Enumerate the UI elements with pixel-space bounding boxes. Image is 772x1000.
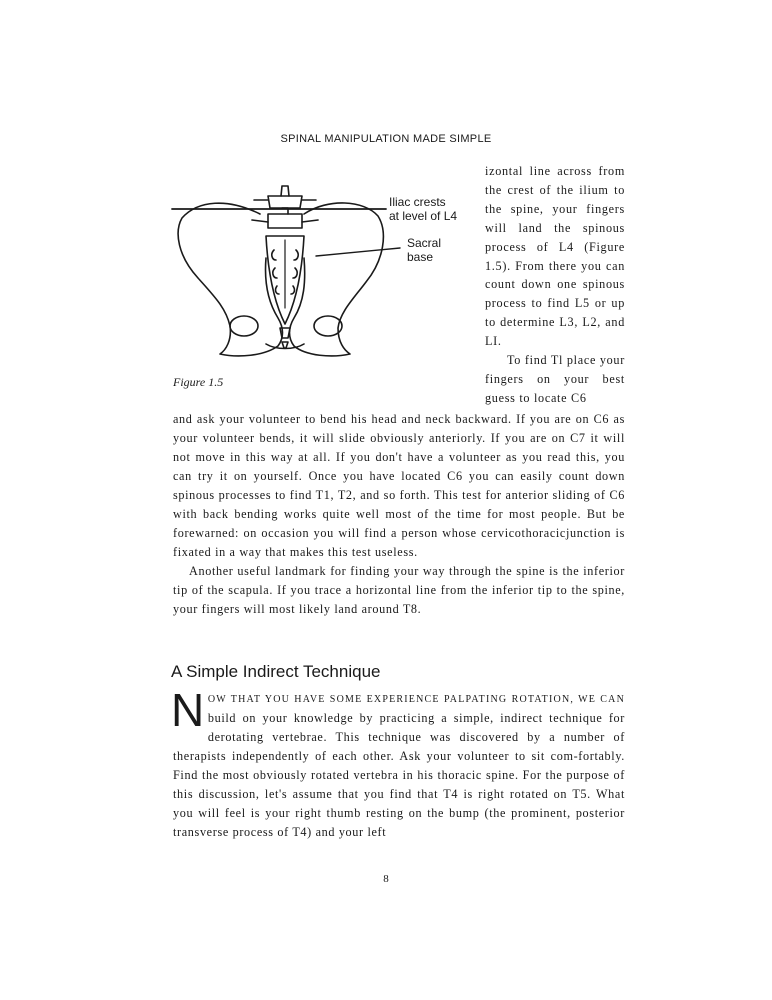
- sacral-label-line2: base: [407, 250, 434, 264]
- side-paragraph-1: izontal line across from the crest of the ilium to the spine, your fingers will land the spinous process of L4 (Figure 1.5). From there you can count down one spinous process to find L5 or up to determine L3, L2, and LI.: [485, 164, 625, 349]
- sacral-base-label: [407, 236, 441, 264]
- side-paragraph-2: To find Tl place your fingers on your best guess to locate C6: [485, 353, 625, 405]
- section-heading: A Simple Indirect Technique: [171, 662, 381, 681]
- body-text: [173, 410, 625, 619]
- iliac-label-line2: at level of L4: [389, 209, 458, 223]
- section-paragraph: [171, 684, 625, 842]
- side-column-text: [485, 162, 625, 408]
- iliac-label-line1: Iliac crests: [389, 195, 446, 209]
- running-head: SPINAL MANIPULATION MADE SIMPLE: [280, 133, 492, 145]
- pelvis-figure: [168, 178, 468, 363]
- body-paragraph-1: and ask your volunteer to bend his head and neck backward. If you are on C6 as your volunteer bends, it will slide obviously anteriorly. If you are on C7 it will not move in this way at all. If you don't have a volunteer as you read this, you can try it on yourself. Once you have located C6 you can easily count down spinous processes to find T1, T2, and so forth. This test for anterior sliding of C6 with back bending works quite well most of the time for most people. But be forewarned: on occasion you will find a person whose cervicothoracicjunction is fixated in a way that makes this test useless.: [173, 412, 625, 559]
- body-paragraph-2: Another useful landmark for finding your way through the spine is the inferior tip of the scapula. If you trace a horizontal line from the inferior tip to the spine, your fingers will most likely land around T8.: [173, 564, 625, 616]
- figure-caption: Figure 1.5: [173, 375, 224, 389]
- section-paragraph-text: build on your knowledge by practicing a simple, indirect technique for derotating vertebrae. This technique was discovered by a number of therapists independently of each other. Ask your volunteer to sit com-fortably. Find the most obviously rotated vertebra in his thoracic spine. For the purpose of this discussion, let's assume that you find that T4 is right rotated on T5. What you will feel is your right thumb resting on the bump (the prominent, posterior transverse process of T4) and your left: [173, 711, 625, 839]
- drop-cap: N: [171, 684, 205, 736]
- page-number: 8: [383, 873, 389, 885]
- iliac-crests-label: [389, 195, 457, 223]
- sacral-label-line1: Sacral: [407, 236, 442, 250]
- small-caps-lead: OW THAT YOU HAVE SOME EXPERIENCE PALPATING ROTATION, WE CAN: [207, 694, 625, 705]
